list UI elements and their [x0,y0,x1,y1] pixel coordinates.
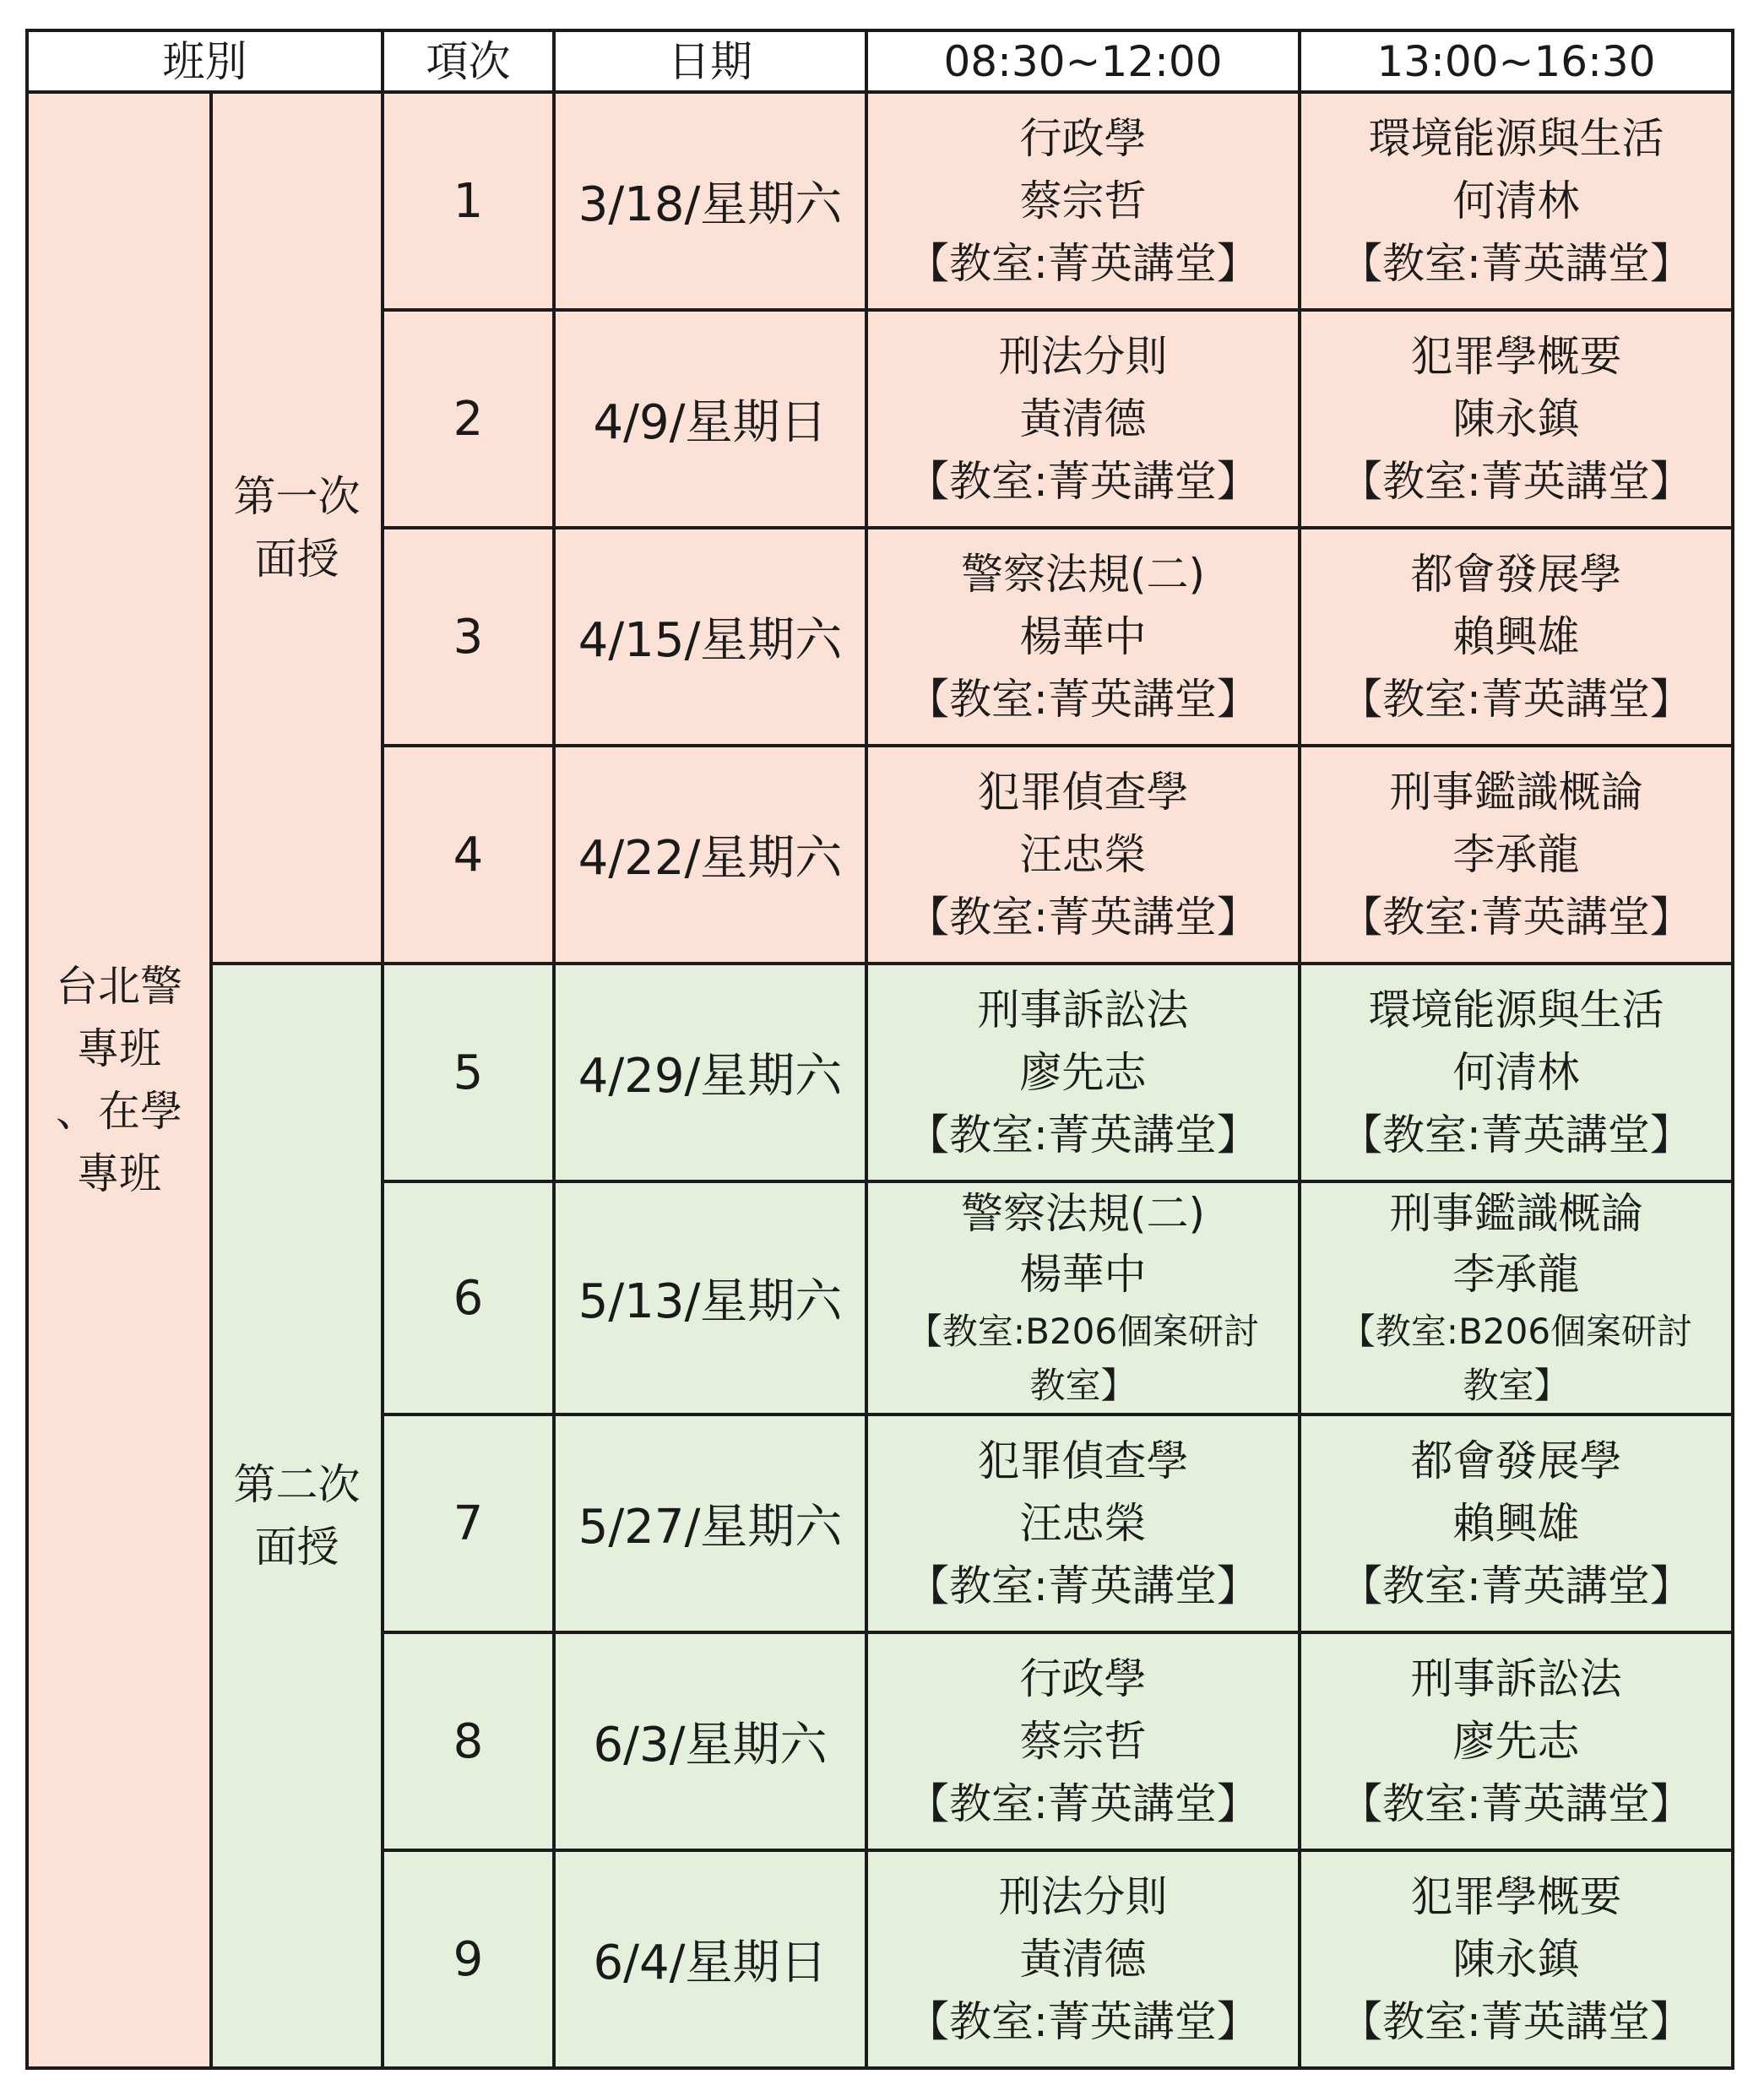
teacher-name: 汪忠榮 [1019,1499,1147,1548]
item-number: 6 [383,1181,554,1414]
afternoon-course-cell [1300,1632,1733,1850]
course-name: 刑事訴訟法 [977,985,1189,1034]
afternoon-course-cell [1300,1414,1733,1632]
course-name: 刑事鑑識概論 [1389,768,1643,817]
course-name: 都會發展學 [1410,550,1622,599]
teacher-name: 陳永鎮 [1452,1935,1580,1984]
course-name: 犯罪偵查學 [977,1436,1189,1485]
date-cell: 5/13/星期六 [554,1181,866,1414]
classroom: 【教室:菁英講堂】 [1340,457,1692,506]
course-name: 警察法規(二) [960,550,1205,599]
session-label-line: 面授 [254,535,339,584]
classroom: 【教室:菁英講堂】 [907,893,1259,942]
date-cell: 4/29/星期六 [554,964,866,1181]
teacher-name: 李承龍 [1452,830,1580,879]
course-name: 行政學 [1019,1654,1147,1703]
item-number: 9 [383,1850,554,2068]
item-number: 8 [383,1632,554,1850]
classroom: 【教室:菁英講堂】 [907,1997,1259,2046]
classroom: 【教室:菁英講堂】 [1340,893,1692,942]
teacher-name: 黃清德 [1019,1935,1147,1984]
date-cell: 6/3/星期六 [554,1632,866,1850]
item-number: 3 [383,528,554,746]
course-name: 環境能源與生活 [1368,985,1664,1034]
header-date: 日期 [554,30,866,92]
morning-course-cell [866,528,1300,746]
session-label-line: 第二次 [233,1460,361,1509]
course-name: 犯罪偵查學 [977,768,1189,817]
teacher-name: 蔡宗哲 [1019,176,1147,225]
item-number: 1 [383,92,554,310]
classroom: 【教室:菁英講堂】 [1340,675,1692,724]
course-name: 犯罪學概要 [1410,1872,1622,1921]
table-row [27,964,1733,1181]
teacher-name: 楊華中 [1019,1250,1147,1299]
header-afternoon: 13:00~16:30 [1300,30,1733,92]
morning-course-cell [866,1414,1300,1632]
morning-course-cell [866,1850,1300,2068]
teacher-name: 李承龍 [1452,1250,1580,1299]
classroom: 【教室:菁英講堂】 [1340,1779,1692,1828]
teacher-name: 賴興雄 [1452,612,1580,661]
course-name: 刑法分則 [998,1872,1168,1921]
class-name-line: 專班 [77,1149,161,1198]
morning-course-cell [866,310,1300,528]
afternoon-course-cell [1300,964,1733,1181]
class-name-line: 台北警 [56,962,182,1011]
afternoon-course-cell [1300,528,1733,746]
classroom: 【教室:B206個案研討 [1339,1311,1693,1352]
classroom: 【教室:菁英講堂】 [907,1779,1259,1828]
session-first-cell [211,92,383,964]
classroom: 【教室:B206個案研討 [906,1311,1260,1352]
course-name: 警察法規(二) [960,1189,1205,1238]
teacher-name: 楊華中 [1019,612,1147,661]
course-name: 行政學 [1019,114,1147,163]
date-cell: 3/18/星期六 [554,92,866,310]
class-name-line: 、在學 [56,1087,182,1136]
table-row [27,92,1733,310]
header-morning: 08:30~12:00 [866,30,1300,92]
classroom: 【教室:菁英講堂】 [907,1561,1259,1610]
classroom: 【教室:菁英講堂】 [907,675,1259,724]
course-name: 犯罪學概要 [1410,332,1622,381]
header-class: 班別 [27,30,383,92]
morning-course-cell [866,1181,1300,1414]
morning-course-cell [866,1632,1300,1850]
morning-course-cell [866,964,1300,1181]
teacher-name: 蔡宗哲 [1019,1717,1147,1766]
header-item: 項次 [383,30,554,92]
class-name-line: 專班 [77,1024,161,1073]
item-number: 5 [383,964,554,1181]
header-row [27,30,1733,92]
afternoon-course-cell [1300,1850,1733,2068]
afternoon-course-cell [1300,1181,1733,1414]
date-cell: 6/4/星期日 [554,1850,866,2068]
session-second-cell [211,964,383,2068]
course-name: 刑法分則 [998,332,1168,381]
teacher-name: 廖先志 [1452,1717,1580,1766]
teacher-name: 賴興雄 [1452,1499,1580,1548]
course-name: 環境能源與生活 [1368,114,1664,163]
classroom: 【教室:菁英講堂】 [907,1110,1259,1159]
classroom-continued: 教室】 [1029,1365,1137,1406]
afternoon-course-cell [1300,310,1733,528]
session-label-line: 面授 [254,1523,339,1572]
date-cell: 5/27/星期六 [554,1414,866,1632]
classroom: 【教室:菁英講堂】 [907,239,1259,288]
teacher-name: 何清林 [1452,1048,1580,1097]
teacher-name: 陳永鎮 [1452,394,1580,443]
date-cell: 4/22/星期六 [554,746,866,964]
afternoon-course-cell [1300,746,1733,964]
teacher-name: 黃清德 [1019,394,1147,443]
class-name-cell [27,92,211,2068]
classroom: 【教室:菁英講堂】 [1340,1110,1692,1159]
date-cell: 4/9/星期日 [554,310,866,528]
item-number: 4 [383,746,554,964]
course-name: 刑事鑑識概論 [1389,1189,1643,1238]
teacher-name: 何清林 [1452,176,1580,225]
course-name: 都會發展學 [1410,1436,1622,1485]
item-number: 7 [383,1414,554,1632]
afternoon-course-cell [1300,92,1733,310]
teacher-name: 廖先志 [1019,1048,1147,1097]
item-number: 2 [383,310,554,528]
teacher-name: 汪忠榮 [1019,830,1147,879]
classroom: 【教室:菁英講堂】 [1340,239,1692,288]
classroom: 【教室:菁英講堂】 [1340,1561,1692,1610]
session-label-line: 第一次 [233,472,361,521]
schedule-table [25,29,1734,2070]
morning-course-cell [866,92,1300,310]
classroom: 【教室:菁英講堂】 [907,457,1259,506]
classroom-continued: 教室】 [1463,1365,1570,1406]
course-name: 刑事訴訟法 [1410,1654,1622,1703]
date-cell: 4/15/星期六 [554,528,866,746]
classroom: 【教室:菁英講堂】 [1340,1997,1692,2046]
morning-course-cell [866,746,1300,964]
